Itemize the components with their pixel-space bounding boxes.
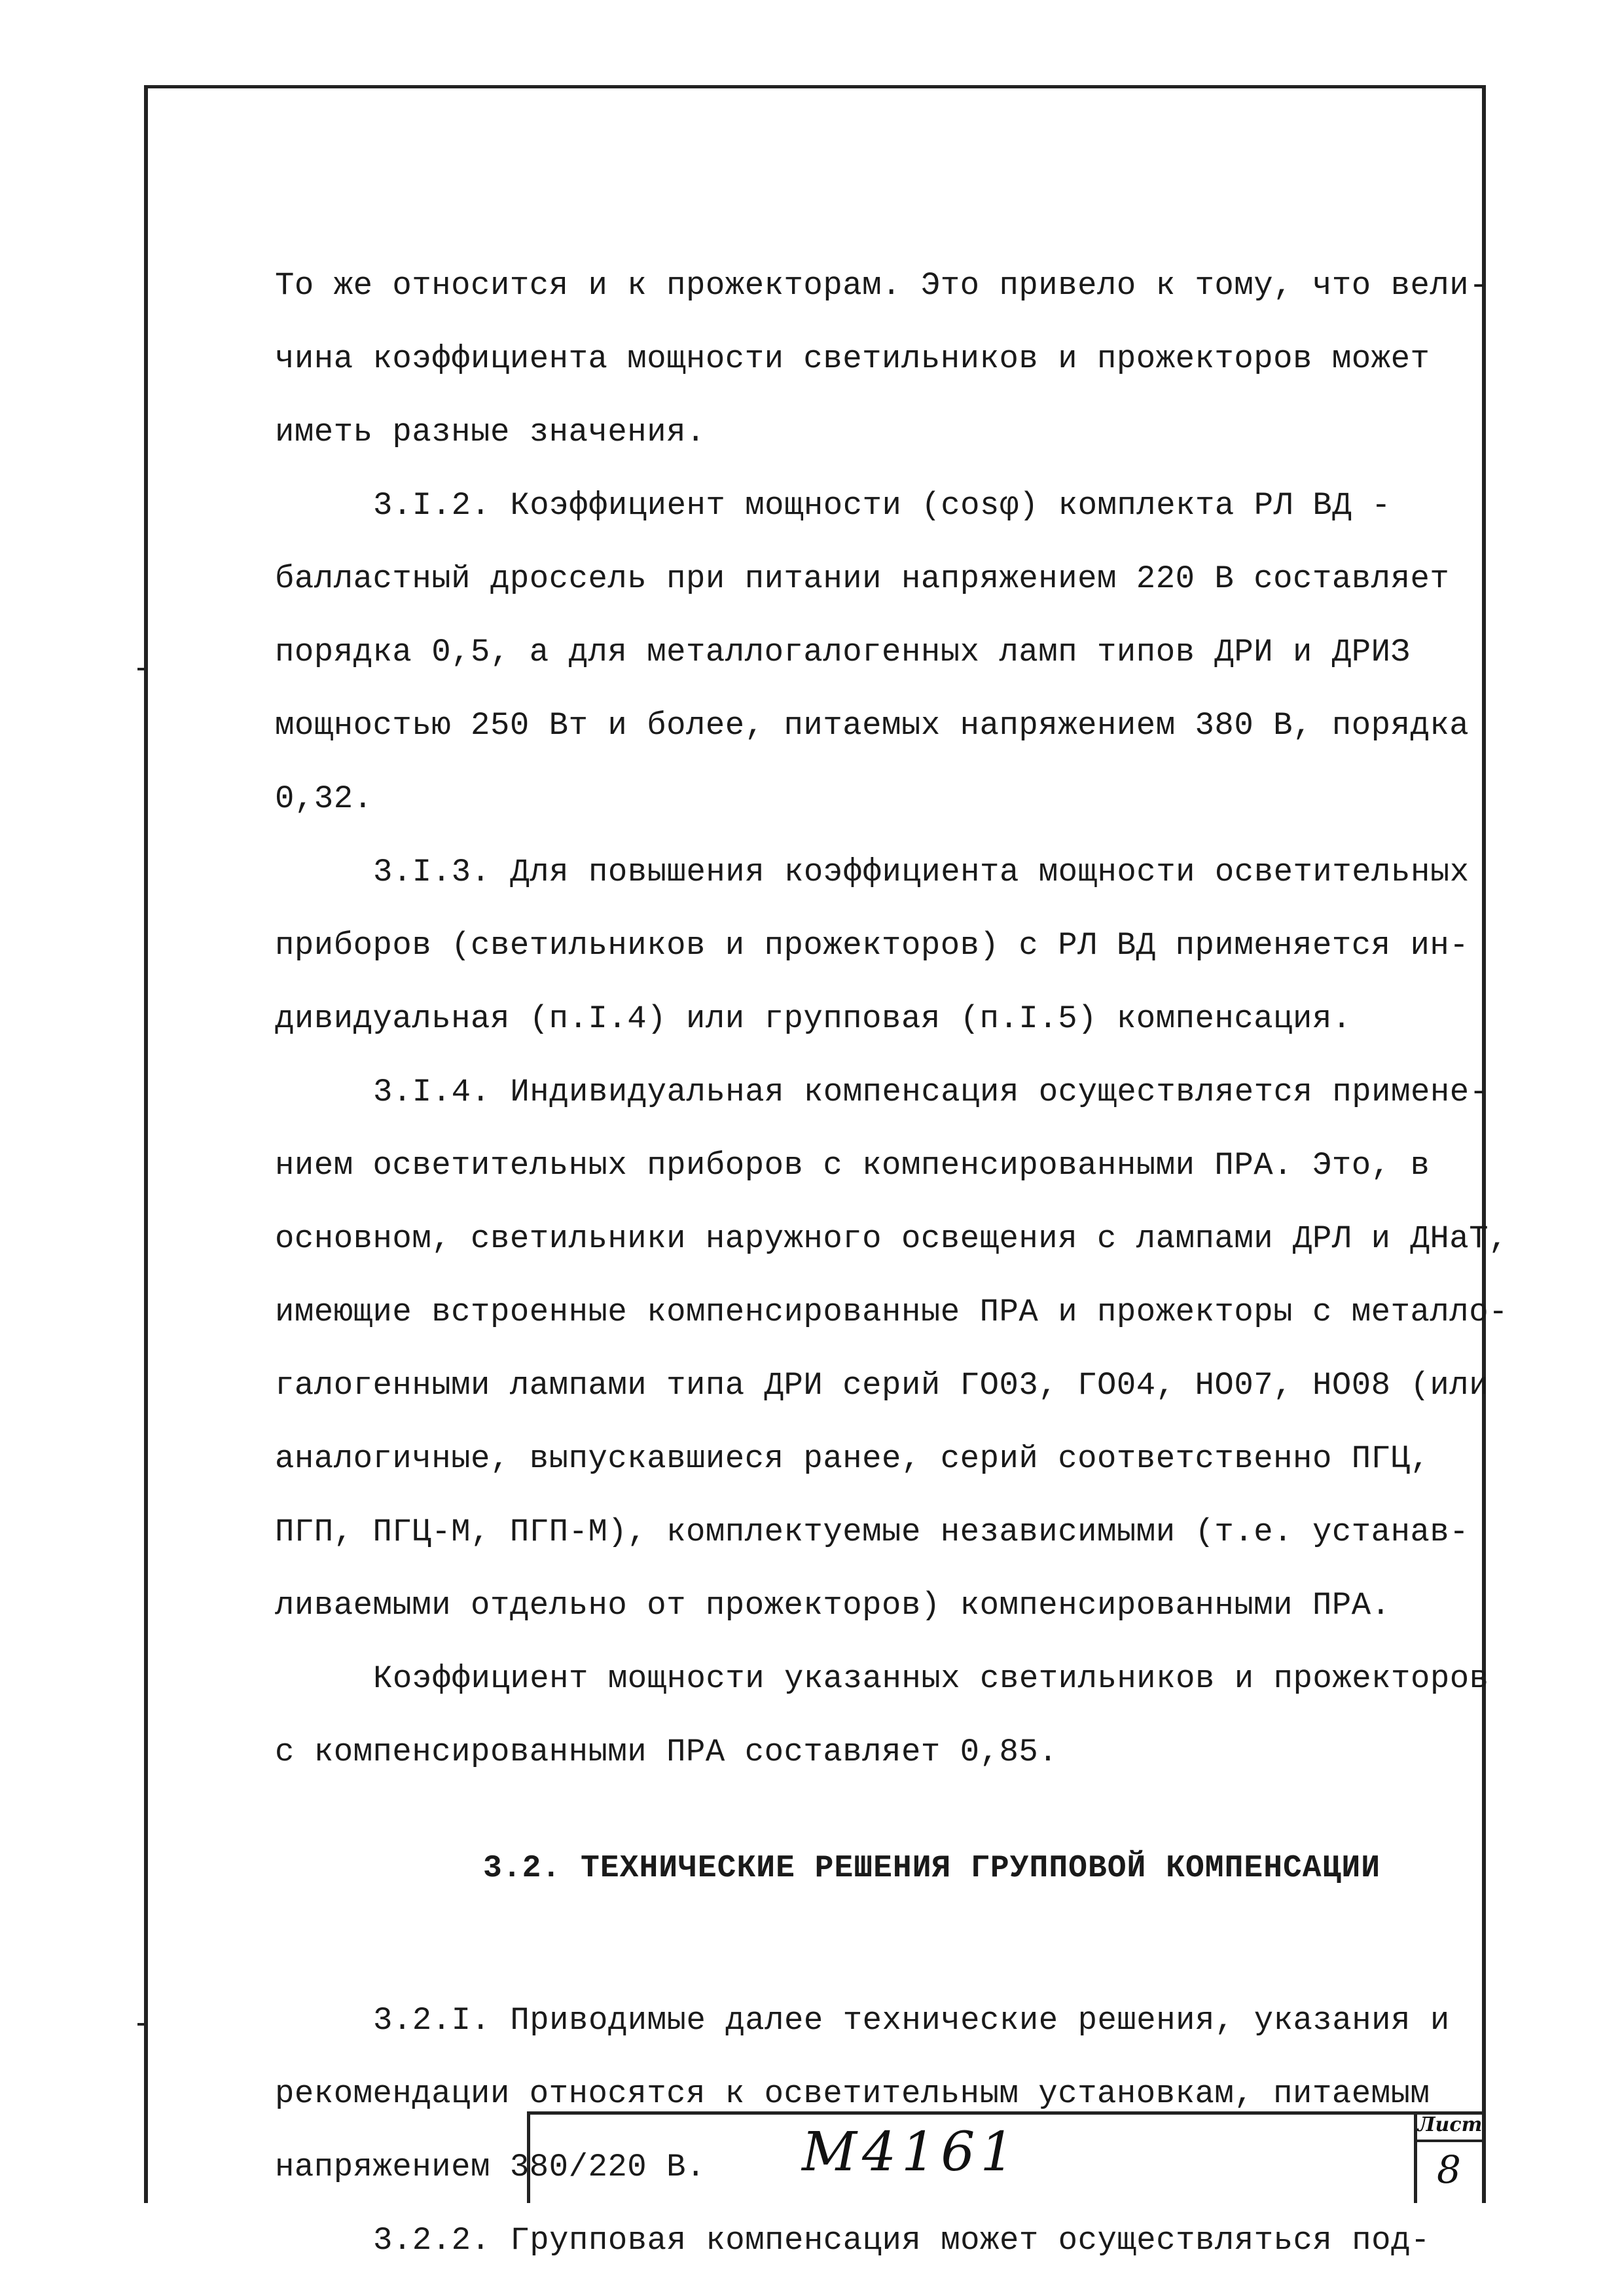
text-line: 3.I.2. Коэффициент мощности (cosφ) комплекта РЛ ВД - [373,487,1392,524]
margin-tick [137,2023,144,2026]
text-line: балластный дроссель при питании напряжением 220 В составляет [275,560,1450,597]
text-line: 3.2.2. Групповая компенсация может осуществляться под- [373,2222,1430,2259]
document-body [275,249,1509,2277]
text-line: порядка 0,5, а для металлогалогенных ламп типов ДРИ и ДРИЗ [275,634,1411,670]
margin-tick [137,668,144,670]
paragraph-3-1-2 [275,469,1470,835]
text-line: дивидуальная (п.I.4) или групповая (п.I.5) компенсация. [275,1000,1352,1037]
text-line: ливаемыми отдельно от прожекторов) компенсированными ПРА. [275,1587,1391,1624]
text-line: с компенсированными ПРА составляет 0,85. [275,1734,1058,1770]
text-line: мощностью 250 Вт и более, питаемых напряжением 380 В, порядка [275,707,1470,744]
sheet-number: 8 [1437,2147,1461,2192]
paragraph-3-1-3 [275,835,1470,1055]
text-line: То же относится и к прожекторам. Это привело к тому, что вели- [275,267,1489,304]
text-line: напряжением 380/220 В. [275,2149,706,2185]
text-line: приборов (светильников и прожекторов) с РЛ ВД применяется ин- [275,927,1470,964]
sheet-divider [1414,2140,1486,2142]
text-line: имеющие встроенные компенсированные ПРА и прожекторы с металло- [275,1294,1509,1330]
section-heading: 3.2. ТЕХНИЧЕСКИЕ РЕШЕНИЯ ГРУППОВОЙ КОМПЕНСАЦИИ [483,1851,1381,1886]
text-line: чина коэффициента мощности светильников и прожекторов может [275,340,1430,377]
text-line: ПГП, ПГЦ-М, ПГП-М), комплектуемые независимыми (т.е. устанав- [275,1514,1470,1550]
text-line: 3.I.4. Индивидуальная компенсация осуществляется примене- [373,1074,1489,1110]
text-line: рекомендации относятся к осветительным установкам, питаемым [275,2075,1430,2112]
text-line: 3.I.3. Для повышения коэффициента мощности осветительных [373,854,1470,890]
paragraph-3-1-4 [275,1055,1509,1642]
text-line: галогенными лампами типа ДРИ серий ГО03, ГО04, НО07, НО08 (или [275,1367,1489,1404]
paragraph-intro [275,249,1489,469]
text-line: иметь разные значения. [275,414,706,450]
text-line: 3.2.I. Приводимые далее технические решения, указания и [373,2002,1450,2039]
document-code: М4161 [802,2121,1020,2183]
text-line: нием осветительных приборов с компенсированными ПРА. Это, в [275,1147,1430,1184]
text-line: аналогичные, выпускавшиеся ранее, серий соответственно ПГЦ, [275,1440,1430,1477]
text-line: Коэффициент мощности указанных светильников и прожекторов [373,1660,1489,1697]
paragraph-3-2-2 [275,2204,1466,2277]
text-line: 0,32. [275,780,373,817]
paragraph-power-factor [275,1642,1489,1789]
sheet-label: Лист [1418,2113,1483,2136]
text-line: основном, светильники наружного освещения с лампами ДРЛ и ДНаТ, [275,1220,1509,1257]
